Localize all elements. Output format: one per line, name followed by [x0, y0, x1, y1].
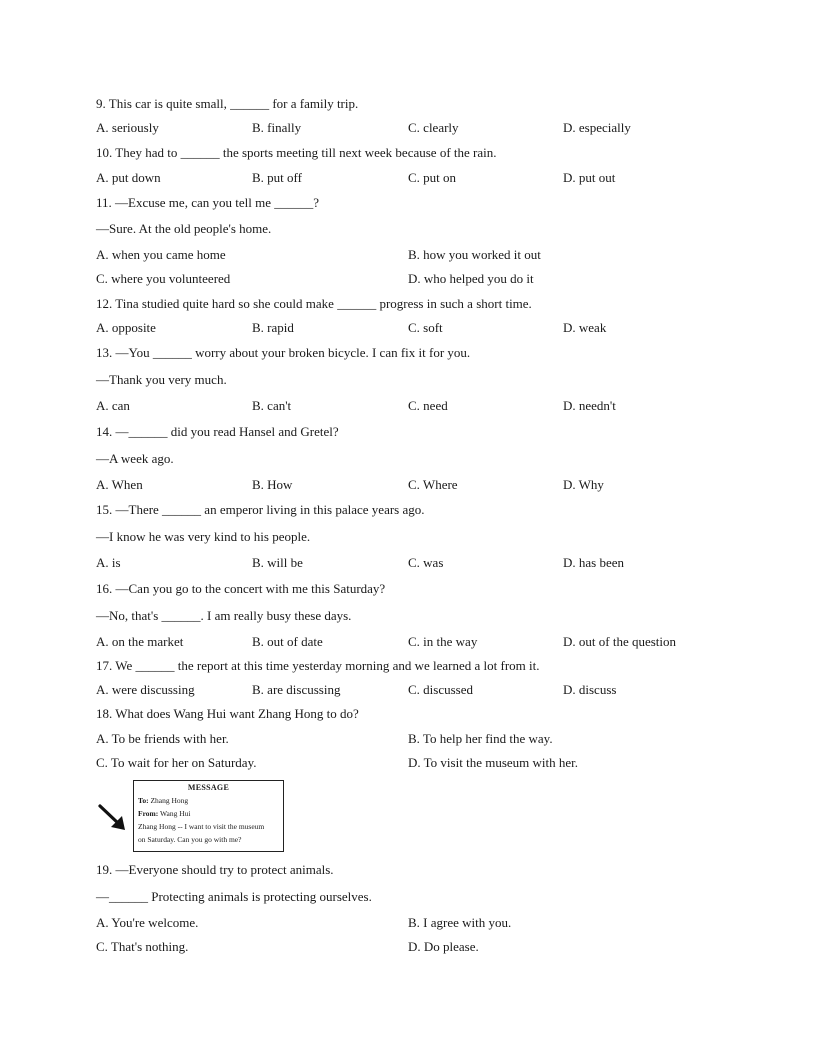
question-16-reply: —No, that's ______. I am really busy these days.	[96, 608, 352, 623]
question-19-reply: —______ Protecting animals is protecting ourselves.	[96, 889, 372, 904]
question-10-option-b: B. put off	[252, 170, 302, 185]
question-9-option-a: A. seriously	[96, 120, 159, 135]
question-9-option-b: B. finally	[252, 120, 302, 135]
message-body-line-1: Zhang Hong -- I want to visit the museum	[138, 822, 265, 831]
question-11-option-a: A. when you came home	[96, 247, 226, 262]
question-10-stem: 10. They had to ______ the sports meeting till next week because of the rain.	[96, 145, 497, 160]
question-13-option-d: D. needn't	[563, 398, 616, 413]
question-13-reply: —Thank you very much.	[96, 372, 227, 387]
question-10-option-a: A. put down	[96, 170, 161, 185]
question-14-option-d: D. Why	[563, 477, 604, 492]
question-17-stem: 17. We ______ the report at this time yesterday morning and we learned a lot from it.	[96, 658, 540, 673]
message-card	[133, 780, 284, 852]
question-19-stem: 19. —Everyone should try to protect animals.	[96, 862, 334, 877]
question-13-option-b: B. can't	[252, 398, 292, 413]
question-17-option-b: B. are discussing	[252, 682, 341, 697]
question-18-option-d: D. To visit the museum with her.	[408, 755, 579, 770]
question-14-option-b: B. How	[252, 477, 293, 492]
question-14-reply: —A week ago.	[96, 451, 174, 466]
question-19-option-c: C. That's nothing.	[96, 939, 189, 954]
question-13-stem: 13. —You ______ worry about your broken bicycle. I can fix it for you.	[96, 345, 471, 360]
question-12-option-a: A. opposite	[96, 320, 156, 335]
arrow-pointer-icon	[98, 803, 128, 833]
question-18-option-c: C. To wait for her on Saturday.	[96, 755, 257, 770]
question-9-option-d: D. especially	[563, 120, 631, 135]
message-body-line-2: on Saturday. Can you go with me?	[138, 835, 242, 844]
question-18-option-a: A. To be friends with her.	[96, 731, 229, 746]
question-19-option-d: D. Do please.	[408, 939, 479, 954]
question-15-reply: —I know he was very kind to his people.	[96, 529, 311, 544]
question-15-option-d: D. has been	[563, 555, 625, 570]
question-10-option-c: C. put on	[408, 170, 457, 185]
question-16-option-b: B. out of date	[252, 634, 323, 649]
message-from-label: From:	[138, 809, 159, 818]
question-18-option-b: B. To help her find the way.	[408, 731, 553, 746]
question-12-stem: 12. Tina studied quite hard so she could make ______ progress in such a short time.	[96, 296, 532, 311]
question-18-stem: 18. What does Wang Hui want Zhang Hong to do?	[96, 706, 359, 721]
message-title: MESSAGE	[187, 783, 230, 792]
question-17-option-c: C. discussed	[408, 682, 473, 697]
question-11-reply: —Sure. At the old people's home.	[96, 221, 272, 236]
question-11-option-d: D. who helped you do it	[408, 271, 534, 286]
question-9-stem: 9. This car is quite small, ______ for a family trip.	[96, 96, 359, 111]
question-17-option-a: A. were discussing	[96, 682, 195, 697]
question-9-option-c: C. clearly	[408, 120, 459, 135]
question-14-option-a: A. When	[96, 477, 143, 492]
question-17-option-d: D. discuss	[563, 682, 617, 697]
message-from-value: Wang Hui	[160, 809, 191, 818]
question-14-stem: 14. —______ did you read Hansel and Gretel?	[96, 424, 339, 439]
question-19-option-a: A. You're welcome.	[96, 915, 199, 930]
message-from	[138, 807, 279, 820]
question-16-stem: 16. —Can you go to the concert with me this Saturday?	[96, 581, 386, 596]
question-13-option-a: A. can	[96, 398, 130, 413]
question-19-option-b: B. I agree with you.	[408, 915, 512, 930]
message-to	[138, 794, 279, 807]
question-16-option-c: C. in the way	[408, 634, 478, 649]
question-15-option-a: A. is	[96, 555, 121, 570]
question-16-option-d: D. out of the question	[563, 634, 677, 649]
question-15-option-c: C. was	[408, 555, 444, 570]
question-10-option-d: D. put out	[563, 170, 616, 185]
question-13-option-c: C. need	[408, 398, 448, 413]
question-12-option-d: D. weak	[563, 320, 607, 335]
question-12-option-c: C. soft	[408, 320, 443, 335]
question-11-stem: 11. —Excuse me, can you tell me ______?	[96, 195, 319, 210]
question-11-option-c: C. where you volunteered	[96, 271, 231, 286]
message-to-value: Zhang Hong	[150, 796, 189, 805]
question-15-option-b: B. will be	[252, 555, 303, 570]
question-11-option-b: B. how you worked it out	[408, 247, 541, 262]
question-14-option-c: C. Where	[408, 477, 458, 492]
question-12-option-b: B. rapid	[252, 320, 294, 335]
message-to-label: To:	[138, 796, 149, 805]
question-15-stem: 15. —There ______ an emperor living in this palace years ago.	[96, 502, 425, 517]
question-16-option-a: A. on the market	[96, 634, 184, 649]
